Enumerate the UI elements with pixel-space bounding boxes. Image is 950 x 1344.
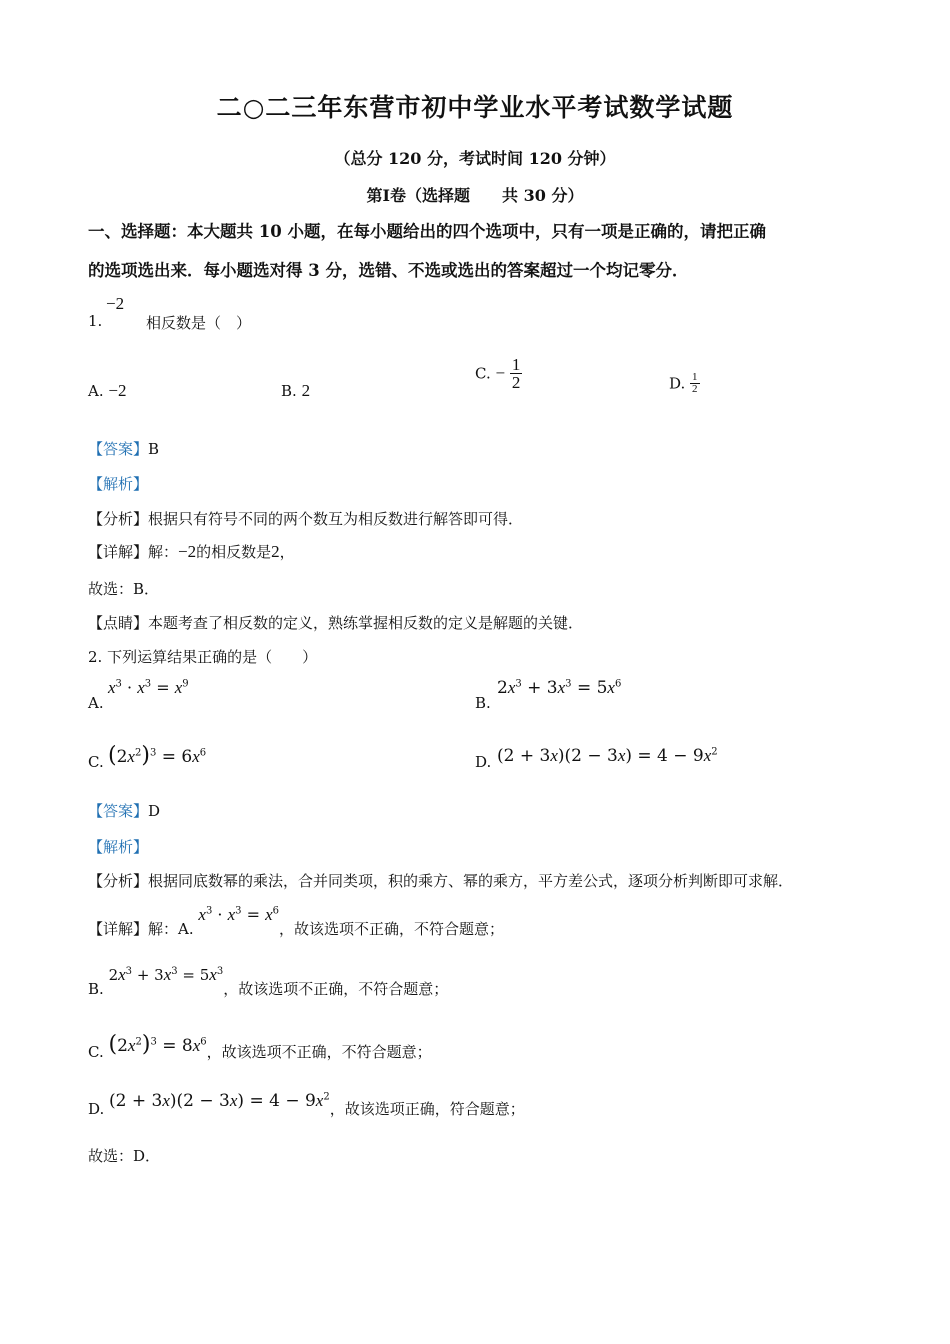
q2-detail-a-tail: ，故该选项不正确，不符合题意；: [279, 920, 505, 938]
q2-option-c-label: C.: [88, 753, 104, 771]
q2-stem: 2. 下列运算结果正确的是（ ）: [88, 648, 318, 666]
q2-option-a-math: $x^3 \cdot x^3 = x^9$: [108, 678, 189, 697]
q2-detail-d-math: $(2 + 3x)(2 - 3x) = 4 - 9x^2$: [109, 1091, 330, 1111]
q1-detail-prefix: 【详解】解：: [88, 543, 179, 561]
q1-answer: [88, 438, 159, 459]
q1-number: 1.: [88, 312, 103, 330]
q1-detail: [88, 541, 295, 562]
q1-stem: 相反数是（ ）: [146, 314, 252, 332]
q2-detail-c-math: $(2x^2)^3 = 8x^6$: [108, 1032, 207, 1057]
section-instruction-line1: 一、选择题：本大题共 10 小题，在每小题给出的四个选项中，只有一项是正确的，请把正确: [88, 222, 766, 241]
q1-option-d: [669, 372, 700, 395]
q2-answer-value: D: [148, 802, 161, 820]
q1-comment: 【点睛】本题考查了相反数的定义，熟练掌握相反数的定义是解题的关键．: [88, 614, 584, 632]
q2-answer: [88, 800, 160, 821]
q1-option-c-numerator: 1: [511, 355, 521, 374]
q1-option-d-numerator: 1: [692, 371, 698, 383]
q2-answer-tag: 【答案】: [88, 802, 149, 820]
q2-option-b-label: B.: [475, 694, 491, 712]
q1-option-c-denominator: 2: [511, 373, 521, 392]
q1-option-c-label: C.: [475, 364, 491, 383]
section-instruction-line2: 的选项选出来．每小题选对得 3 分，选错、不选或选出的答案超过一个均记零分．: [88, 261, 689, 280]
q1-option-c: [475, 356, 522, 391]
q2-detail-b: [88, 965, 449, 999]
q1-answer-value: B: [148, 440, 160, 458]
q2-detail-d-tail: ，故该选项正确，符合题意；: [329, 1100, 525, 1118]
q2-detail-c: [88, 1032, 432, 1063]
q2-detail-b-tail: ，故该选项不正确，不符合题意；: [223, 980, 449, 998]
q1-choose: 故选：B．: [88, 580, 160, 598]
q2-detail-prefix: 【详解】解：A.: [88, 920, 194, 938]
q1-detail-end: ，: [279, 543, 295, 561]
q2-option-a-label: A.: [88, 694, 104, 712]
q2-detail-d: [88, 1091, 525, 1119]
q2-analysis-tag: 【解析】: [88, 838, 149, 856]
q2-detail-d-label: D.: [88, 1100, 105, 1118]
q2-choose: 故选：D．: [88, 1147, 161, 1165]
q1-option-a: [88, 381, 126, 401]
q1-option-b-value: 2: [301, 381, 311, 400]
q1-option-c-fraction: [510, 356, 523, 391]
q1-math: −2: [106, 294, 125, 313]
q1-option-d-label: D.: [669, 374, 686, 393]
q2-fenxi: 【分析】根据同底数幂的乘法，合并同类项，积的乘方、幂的乘方，平方差公式，逐项分析判断即可求解．: [88, 872, 794, 890]
q2-detail-b-label: B.: [88, 980, 104, 998]
q1-option-d-denominator: 2: [692, 383, 698, 395]
q1-detail-math1: −2: [178, 542, 197, 561]
q2-detail-b-math: $2x^3 + 3x^3 = 5x^3$: [108, 965, 224, 984]
q2-detail-a-math: $x^3 \cdot x^3 = x^6$: [198, 905, 279, 924]
q2-option-d-label: D.: [475, 753, 492, 771]
volume-heading: 第Ⅰ卷（选择题 共 30 分）: [366, 186, 584, 205]
q1-fenxi: 【分析】根据只有符号不同的两个数互为相反数进行解答即可得．: [88, 510, 524, 528]
exam-title: 二○二三年东营市初中学业水平考试数学试题: [216, 93, 734, 122]
q1-option-a-value: −2: [108, 381, 127, 400]
q2-option-d-math: $(2 + 3x)(2 - 3x) = 4 - 9x^2$: [497, 746, 718, 766]
q1-option-d-fraction: [690, 372, 700, 395]
q1-analysis-tag: 【解析】: [88, 475, 149, 493]
q1-option-c-sign: −: [495, 363, 506, 383]
q1-detail-math2: 2: [271, 542, 280, 561]
q1-option-a-label: A.: [88, 382, 104, 400]
q2-detail-c-label: C.: [88, 1043, 104, 1061]
q1-detail-mid: 的相反数是: [196, 543, 272, 561]
q1-option-b-label: B.: [281, 382, 297, 400]
q1-option-b: [281, 381, 310, 401]
q2-option-b-math: $2x^3 + 3x^3 = 5x^6$: [497, 678, 622, 698]
q2-detail-c-tail: ，故该选项不正确，不符合题意；: [206, 1043, 432, 1061]
exam-subtitle: （总分 120 分，考试时间 120 分钟）: [334, 149, 616, 168]
q1-answer-tag: 【答案】: [88, 440, 149, 458]
q2-detail-a: [88, 905, 505, 939]
q2-option-c-math: $(2x^2)^3 = 6x^6$: [108, 743, 207, 768]
